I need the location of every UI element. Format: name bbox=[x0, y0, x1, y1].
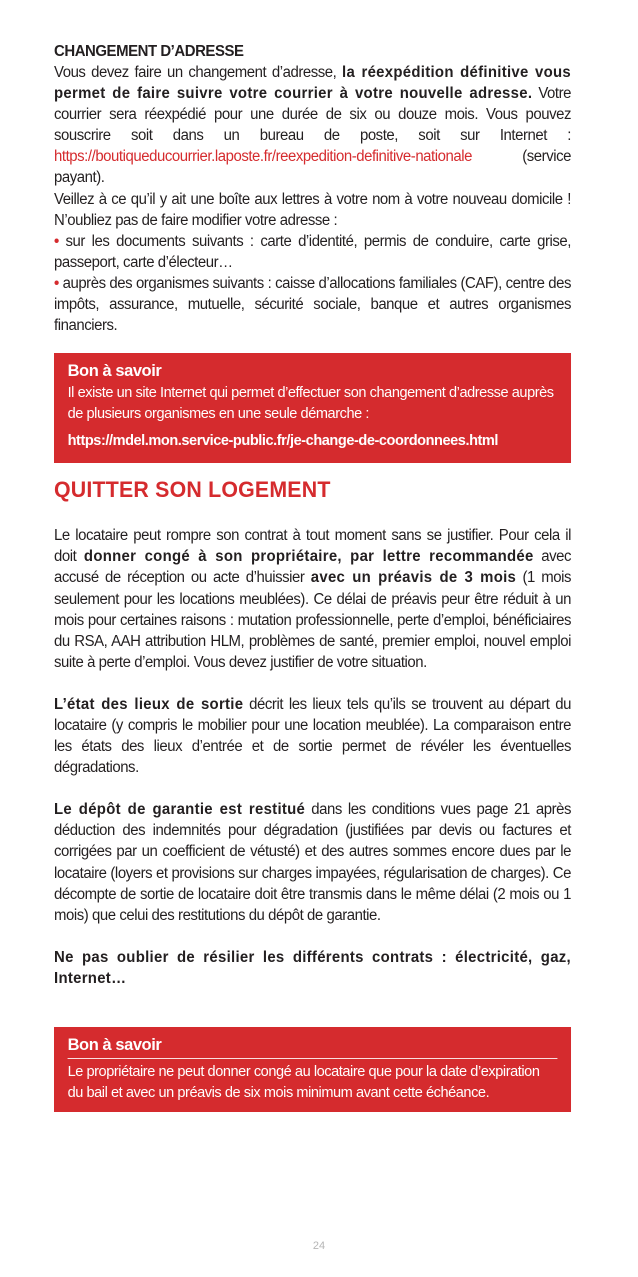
bullet-icon: • bbox=[54, 274, 59, 292]
page-number: 24 bbox=[312, 1240, 326, 1252]
box-title: Bon à savoir bbox=[67, 1035, 162, 1054]
box-title: Bon à savoir bbox=[67, 361, 162, 381]
text: avec accusé de réception ou acte d’huissier bbox=[54, 548, 571, 587]
paragraph-depot-garantie bbox=[54, 799, 571, 926]
emphasis-text: Le dépôt de garantie est restitué bbox=[54, 801, 306, 819]
emphasis-text: L’état des lieux de sortie bbox=[54, 695, 244, 713]
bullet-item-documents bbox=[54, 231, 571, 273]
bullet-item-organismes bbox=[54, 273, 571, 336]
paragraph-conge bbox=[54, 525, 571, 673]
divider bbox=[68, 1058, 558, 1059]
section-title-quitter-logement: QUITTER SON LOGEMENT bbox=[54, 477, 331, 503]
spacer bbox=[54, 673, 571, 694]
spacer bbox=[54, 926, 571, 947]
main-content bbox=[54, 41, 571, 1124]
text: Le locataire peut rompre son contrat à tout moment sans se justifier. Pour cela il doit bbox=[54, 527, 572, 566]
text: décrit les lieux tels qu’ils se trouvent au départ du locataire (y compris le mobilier pour une location meublée). La comparaison entre les états des lieux d’entrée et de sortie permet de révéler les éventuelles dégradations. bbox=[54, 695, 572, 777]
bullet-text: sur les documents suivants : carte d’identité, permis de conduire, carte grise, passeport, carte d’électeur… bbox=[54, 232, 572, 271]
emphasis-text: la réexpédition définitive vous permet de faire suivre votre courrier à votre nouvelle adresse. bbox=[54, 64, 572, 103]
text: dans les conditions vues page 21 après déduction des indemnités pour dégradation (justifiées par devis ou factures et corrigées par un coefficient de vétusté) et des autres sommes encore dues par le locataire (loyers et provisions sur charges impayées, régularisation de charges). Ce décompte de sortie de locataire doit être transmis dans le même délai (2 mois ou 1 mois) que celui des restitutions du dépôt de garantie. bbox=[54, 801, 572, 924]
text: (1 mois seulement pour les locations meublées). Ce délai de préavis peur être réduit à un mois pour certaines raisons : mutation professionnelle, perte d’emploi, bénéficiaires du RSA, AAH attribution HLM, problèmes de santé, premier emploi, nouvel emploi suite à perte d’emploi. Vous devez justifier de votre situation. bbox=[54, 569, 572, 671]
bullet-text: auprès des organismes suivants : caisse d’allocations familiales (CAF), centre des impôts, assurance, mutuelle, sécurité sociale, banque et autres organismes financiers. bbox=[54, 274, 572, 335]
text: Vous devez faire un changement d’adresse, bbox=[54, 64, 343, 81]
info-box-conge-proprietaire bbox=[54, 1027, 571, 1112]
service-public-link[interactable]: https://mdel.mon.service-public.fr/je-change-de-coordonnees.html bbox=[67, 432, 499, 450]
text: (service payant). bbox=[54, 148, 572, 187]
bullet-icon: • bbox=[54, 232, 59, 250]
emphasis-text: donner congé à son propriétaire, par lettre recommandée bbox=[83, 548, 534, 566]
paragraph-etat-des-lieux bbox=[54, 694, 571, 778]
section-title-changement-adresse: CHANGEMENT D’ADRESSE bbox=[54, 43, 244, 60]
info-box-changement-adresse bbox=[54, 353, 571, 463]
spacer bbox=[54, 778, 571, 799]
emphasis-text: avec un préavis de 3 mois bbox=[310, 569, 517, 587]
paragraph-boite-aux-lettres: Veillez à ce qu’il y ait une boîte aux lettres à votre nom à votre nouveau domicile ! N’oubliez pas de faire modifier votre adresse : bbox=[54, 190, 572, 229]
paragraph-resilier-contrats: Ne pas oublier de résilier les différents contrats : électricité, gaz, Internet… bbox=[54, 948, 572, 987]
box-body: Il existe un site Internet qui permet d’effectuer son changement d’adresse auprès de plusieurs organismes en une seule démarche : bbox=[67, 384, 554, 422]
box-body: Le propriétaire ne peut donner congé au locataire que pour la date d’expiration du bail et avec un préavis de six mois minimum avant cette échéance. bbox=[67, 1063, 540, 1101]
laposte-link[interactable]: https://boutiqueducourrier.laposte.fr/reexpedition-definitive-nationale bbox=[54, 148, 472, 166]
text: Votre courrier sera réexpédié pour une durée de six ou douze mois. Vous pouvez souscrire soit dans un bureau de poste, soit sur Internet : bbox=[54, 85, 572, 145]
paragraph-reexpedition bbox=[54, 62, 571, 189]
